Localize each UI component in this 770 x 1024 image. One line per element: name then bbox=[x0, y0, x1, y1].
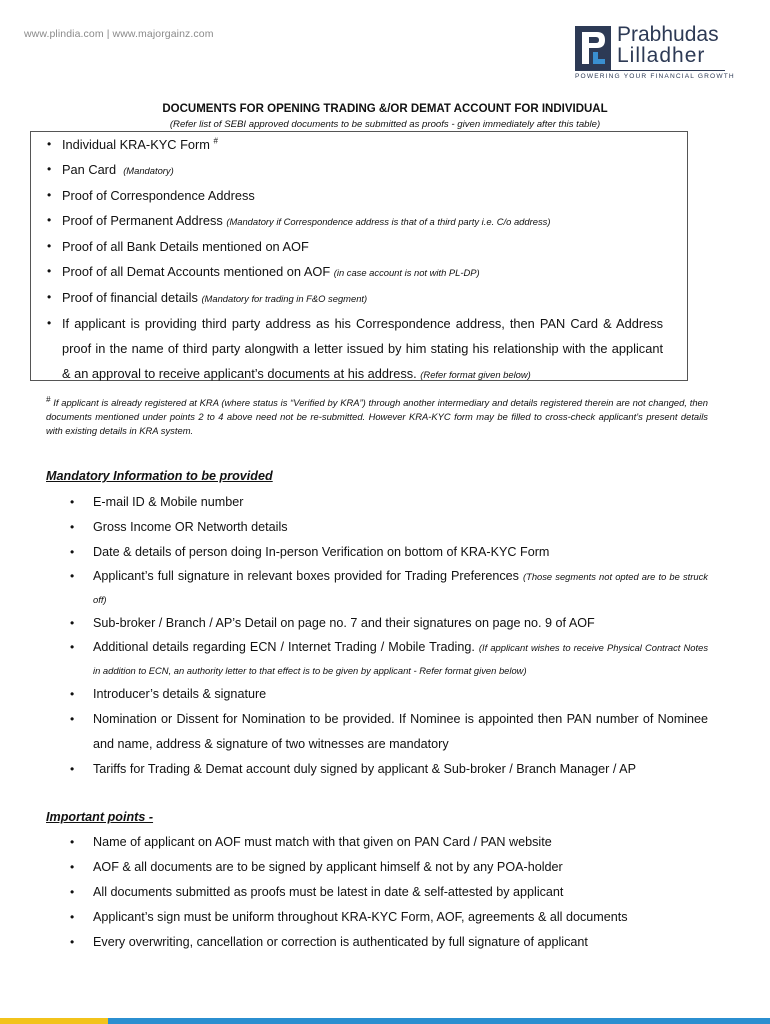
bullet-icon: • bbox=[70, 687, 75, 701]
page-subtitle: (Refer list of SEBI approved documents to be submitted as proofs - given immediately after this table) bbox=[169, 119, 601, 130]
footer-bar-blue bbox=[108, 1018, 770, 1024]
list-item: • Proof of Correspondence Address bbox=[31, 183, 687, 208]
list-item: • Applicant’s sign must be uniform throughout KRA-KYC Form, AOF, agreements & all documents bbox=[46, 905, 708, 930]
bullet-icon: • bbox=[70, 520, 75, 534]
kra-footnote: # If applicant is already registered at KRA (where status is “Verified by KRA”) through another intermediary and details registered therein are not changed, then documents mentioned under points 2 to 4 above need not be re-submitted. However KRA-KYC form may be filled to cross-check applicant’s present details with existing details in KRA system. bbox=[46, 394, 708, 436]
list-item: • E-mail ID & Mobile number bbox=[46, 490, 708, 515]
list-item: • Introducer’s details & signature bbox=[46, 682, 708, 707]
bullet-icon: • bbox=[70, 885, 75, 899]
list-item: • Applicant’s full signature in relevant boxes provided for Trading Preferences (Those segments not opted are to be struck off) bbox=[46, 565, 708, 611]
list-item: • Proof of all Bank Details mentioned on AOF bbox=[31, 234, 687, 259]
bullet-icon: • bbox=[70, 860, 75, 874]
logo-divider bbox=[575, 70, 725, 71]
bullet-icon: • bbox=[70, 640, 75, 654]
important-heading: Important points - bbox=[46, 810, 154, 824]
header-urls: www.plindia.com | www.majorgainz.com bbox=[24, 28, 214, 40]
bullet-icon: • bbox=[70, 616, 75, 630]
list-item: • All documents submitted as proofs must be latest in date & self-attested by applicant bbox=[46, 880, 708, 905]
company-logo bbox=[575, 24, 735, 84]
documents-box bbox=[30, 131, 688, 381]
bullet-icon: • bbox=[70, 910, 75, 924]
logo-name-line2: Lilladher bbox=[617, 44, 706, 67]
list-item: • Proof of Permanent Address (Mandatory if Correspondence address is that of a third party i.e. C/o address) bbox=[31, 208, 687, 234]
pl-logo-icon bbox=[575, 26, 611, 70]
list-item: • Additional details regarding ECN / Internet Trading / Mobile Trading. (If applicant wishes to receive Physical Contract Notes in addition to ECN, an authority letter to that effect is to be given by applicant - Refer format given below) bbox=[46, 636, 708, 682]
page-title: DOCUMENTS FOR OPENING TRADING &/OR DEMAT ACCOUNT FOR INDIVIDUAL bbox=[162, 103, 608, 115]
bullet-icon: • bbox=[47, 264, 52, 278]
list-item: • Every overwriting, cancellation or correction is authenticated by full signature of applicant bbox=[46, 930, 708, 955]
mandatory-heading: Mandatory Information to be provided bbox=[46, 469, 273, 483]
list-item: • Proof of financial details (Mandatory for trading in F&O segment) bbox=[31, 285, 687, 311]
documents-list bbox=[31, 132, 687, 387]
list-item: • AOF & all documents are to be signed by applicant himself & not by any POA-holder bbox=[46, 855, 708, 880]
logo-tagline: POWERING YOUR FINANCIAL GROWTH bbox=[575, 73, 735, 80]
list-item: • Tariffs for Trading & Demat account duly signed by applicant & Sub-broker / Branch Manager / AP bbox=[46, 757, 708, 782]
important-list bbox=[46, 830, 708, 955]
bullet-icon: • bbox=[47, 239, 52, 253]
bullet-icon: • bbox=[70, 762, 75, 776]
bullet-icon: • bbox=[70, 495, 75, 509]
bullet-icon: • bbox=[47, 213, 52, 227]
mandatory-list bbox=[46, 490, 708, 782]
logo-name-line1: Prabhudas bbox=[617, 23, 719, 46]
list-item: • Proof of all Demat Accounts mentioned on AOF (in case account is not with PL-DP) bbox=[31, 259, 687, 285]
bullet-icon: • bbox=[70, 935, 75, 949]
list-item: • Name of applicant on AOF must match with that given on PAN Card / PAN website bbox=[46, 830, 708, 855]
list-item: • Date & details of person doing In-person Verification on bottom of KRA-KYC Form bbox=[46, 540, 708, 565]
bullet-icon: • bbox=[47, 316, 52, 330]
list-item: • If applicant is providing third party address as his Correspondence address, then PAN Card & Address proof in the name of third party alongwith a letter issued by him stating his relationship with the applicant & an approval to receive applicant’s documents at his address. (Refer format given below) bbox=[31, 311, 687, 387]
bullet-icon: • bbox=[70, 712, 75, 726]
list-item: • Nomination or Dissent for Nomination to be provided. If Nominee is appointed then PAN number of Nominee and name, address & signature of two witnesses are mandatory bbox=[46, 707, 708, 757]
footer-bar-yellow bbox=[0, 1018, 108, 1024]
list-item: • Sub-broker / Branch / AP’s Detail on page no. 7 and their signatures on page no. 9 of AOF bbox=[46, 611, 708, 636]
bullet-icon: • bbox=[47, 290, 52, 304]
bullet-icon: • bbox=[70, 545, 75, 559]
list-item: • Individual KRA-KYC Form # bbox=[31, 132, 687, 157]
bullet-icon: • bbox=[47, 188, 52, 202]
list-item: • Pan Card (Mandatory) bbox=[31, 157, 687, 183]
list-item: • Gross Income OR Networth details bbox=[46, 515, 708, 540]
bullet-icon: • bbox=[47, 137, 52, 151]
bullet-icon: • bbox=[70, 835, 75, 849]
bullet-icon: • bbox=[47, 162, 52, 176]
bullet-icon: • bbox=[70, 569, 75, 583]
